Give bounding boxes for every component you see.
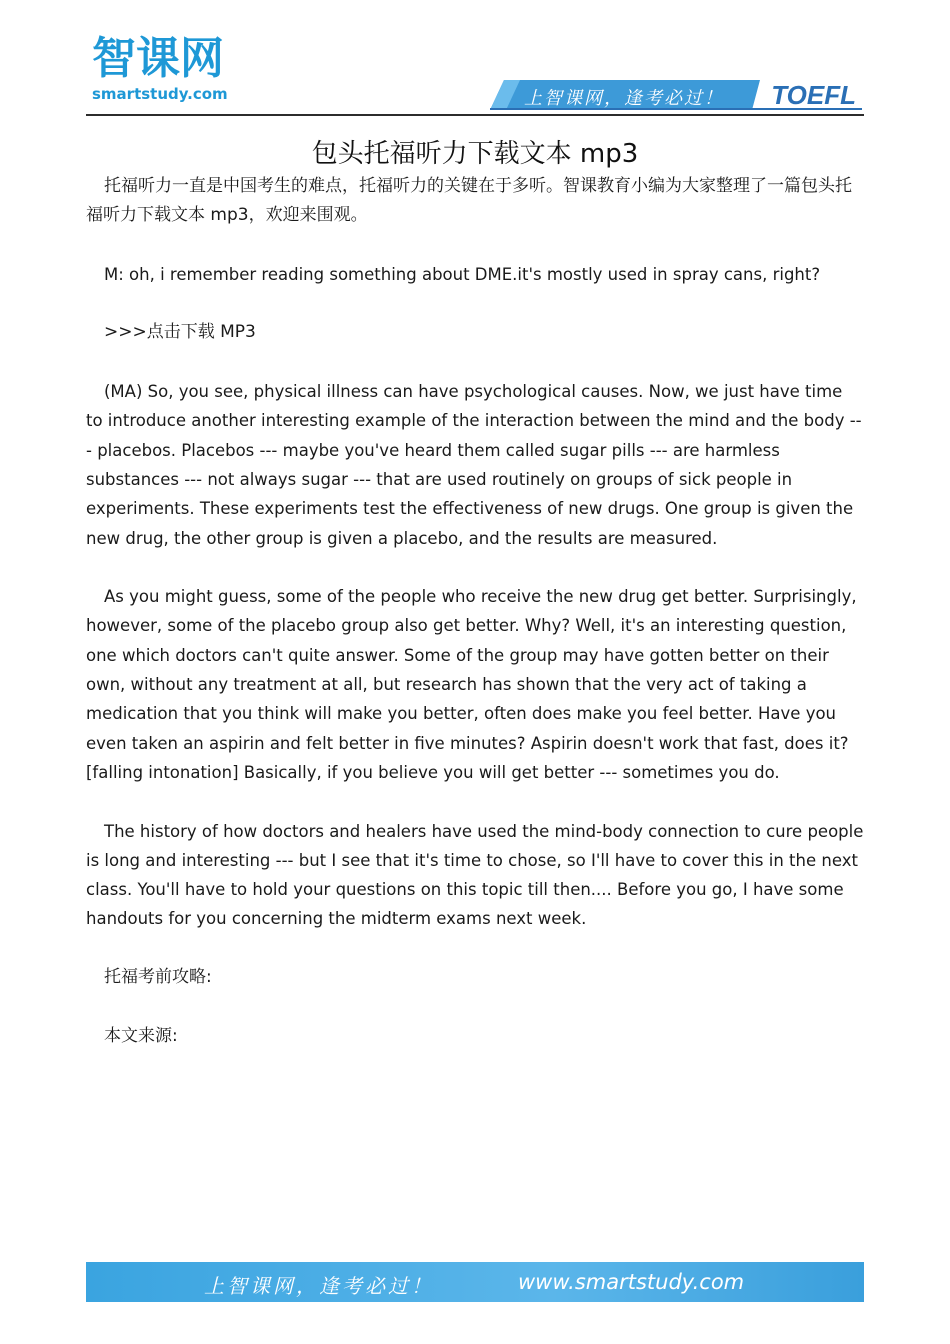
exam-tips-label: 托福考前攻略: <box>104 967 212 988</box>
logo-domain-text: smartstudy.com <box>92 85 228 103</box>
banner-exam-label: TOEFL <box>771 80 856 110</box>
lecture-paragraph-1: (MA) So, you see, physical illness can have psychological causes. Now, we just have time to introduce another interesting example of the interaction between the mind and the body --- placebos. Placebos --- maybe you've heard them called sugar pills --- are harmless substances --- not always sugar --- that are used routinely on groups of sick people in experiments. These experiments test the effectiveness of new drugs. One group is given the new drug, the other group is given a placebo, and the results are measured. <box>86 382 862 548</box>
article-body <box>86 172 864 1051</box>
page-footer <box>86 1262 864 1302</box>
logo-chinese-text: 智课网 <box>92 33 224 84</box>
lecture-paragraph-2: As you might guess, some of the people who receive the new drug get better. Surprisingly, however, some of the placebo group also get better. Why? Well, it's an interesting question, one which doctors can't quite answer. Some of the group may have gotten better on their own, without any treatment at all, but research has shown that the very act of taking a medication that you think will make you better, often does make you feel better. Have you even taken an aspirin and felt better in five minutes? Aspirin doesn't work that fast, does it? [falling intonation] Basically, if you believe you will get better --- sometimes you do. <box>86 587 857 782</box>
header-banner <box>490 80 862 110</box>
download-mp3-link[interactable]: >>>点击下载 MP3 <box>104 322 256 343</box>
intro-paragraph: 托福听力一直是中国考生的难点，托福听力的关键在于多听。智课教育小编为大家整理了一篇包头托福听力下载文本 mp3，欢迎来围观。 <box>86 176 852 226</box>
banner-slogan: 上智课网，逢考必过！ <box>524 88 724 109</box>
source-label: 本文来源: <box>104 1025 178 1046</box>
lecture-paragraph-3: The history of how doctors and healers have used the mind-body connection to cure people is long and interesting --- but I see that it's time to chose, so I'll have to cover this in the next class. You'll have to hold your questions on this topic till then.... Before you go, I have some handouts for you concerning the midterm exams next week. <box>86 821 864 929</box>
footer-slogan: 上智课网，逢考必过！ <box>204 1274 434 1298</box>
page-header <box>0 0 950 118</box>
header-divider <box>86 114 864 116</box>
smartstudy-logo[interactable] <box>92 34 252 106</box>
page-title: 包头托福听力下载文本 mp3 <box>311 139 639 169</box>
dialogue-line: M: oh, i remember reading something about DME.it's mostly used in spray cans, right? <box>104 264 821 284</box>
footer-url-link[interactable]: www.smartstudy.com <box>518 1270 745 1294</box>
